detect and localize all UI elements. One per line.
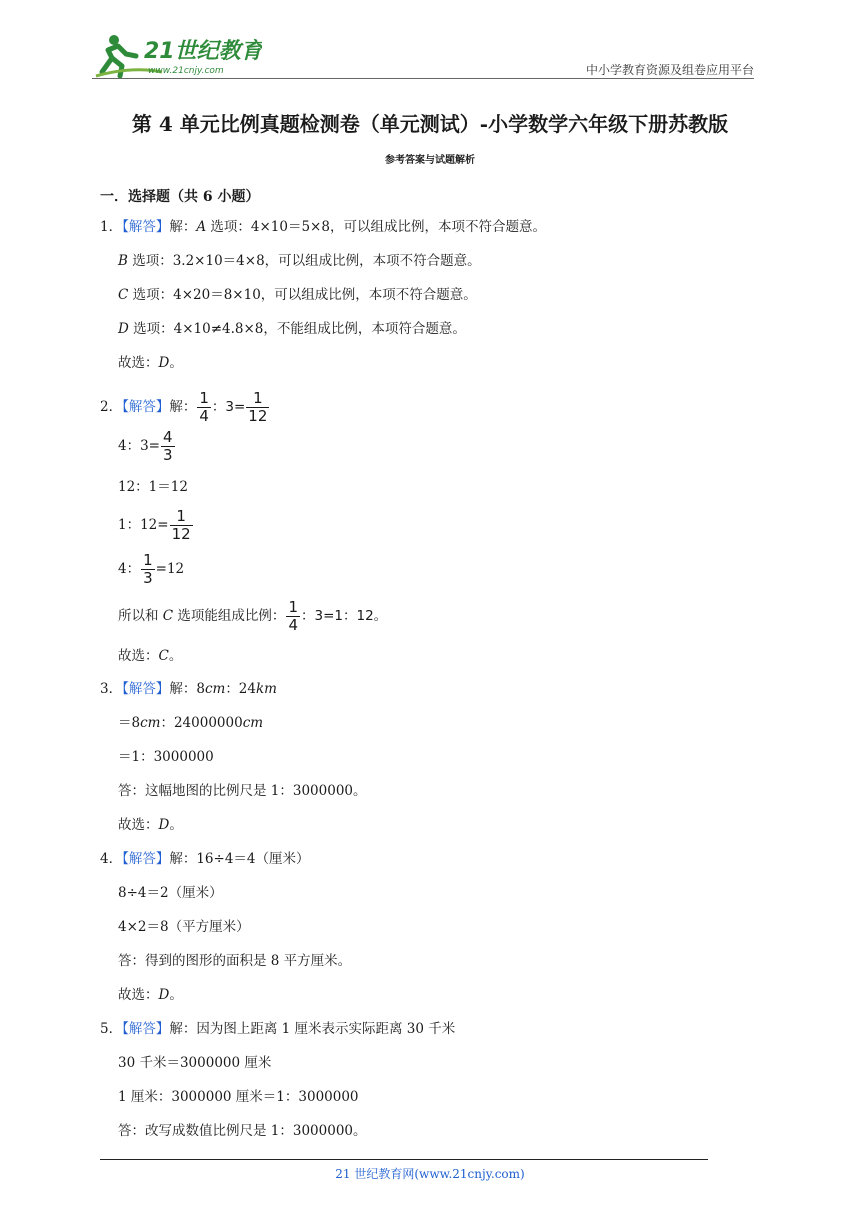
answer-5-line-2: 30 千米＝3000000 厘米 [118,1055,272,1071]
answer-3-line-4: 答：这幅地图的比例尺是 1：3000000。 [118,783,367,799]
answer-2-line-4: 1：12= $\frac{1}{12}$ [118,507,191,543]
answer-5-line-1: 5．【解答】解：因为图上距离 1 厘米表示实际距离 30 千米 [100,1021,456,1037]
answer-2-choice: 故选：C。 [118,648,183,664]
answer-tag: 【解答】 [122,219,170,235]
fraction: $\frac{1}{12}$ [171,507,191,543]
header-divider [92,78,754,79]
footer-divider [100,1159,708,1160]
answer-1-choice: 故选：D。 [118,355,183,371]
logo-text: 21世纪教育 [144,39,262,64]
answer-3-line-1: 3．【解答】解：8cm：24km [100,681,277,697]
answer-5-line-3: 1 厘米：3000000 厘米＝1：3000000 [118,1089,359,1105]
section-heading: 一．选择题（共 6 小题） [100,189,260,205]
answer-2-line-1: 2．【解答】解： $\frac{1}{4}$ ：3= $\frac{1}{12}$ [100,389,268,425]
answer-2-line-3: 12：1＝12 [118,479,188,495]
answer-3-line-3: ＝1：3000000 [118,749,214,765]
platform-name: 中小学教育资源及组卷应用平台 [585,63,754,77]
answer-3-choice: 故选：D。 [118,817,183,833]
answer-1-line-1: 1．【解答】解：A 选项：4×10＝5×8，可以组成比例，本项不符合题意。 [100,219,546,235]
answer-4-line-1: 4．【解答】解：16÷4＝4（厘米） [100,851,310,867]
answer-2-line-6: 所以和 C 选项能组成比例： $\frac{1}{4}$ ：3=1：12。 [118,598,388,634]
answer-4-line-2: 8÷4＝2（厘米） [118,885,223,901]
answer-1-line-2: B 选项：3.2×10＝4×8，可以组成比例，本项不符合题意。 [118,253,481,269]
answer-1-line-4: D 选项：4×10≠4.8×8，不能组成比例，本项符合题意。 [118,321,466,337]
logo-url: www.21cnjy.com [148,66,224,76]
answer-4-choice: 故选：D。 [118,987,183,1003]
answer-4-line-3: 4×2＝8（平方厘米） [118,919,250,935]
answer-2-line-2: 4：3= $\frac{4}{3}$ [118,428,173,464]
answer-4-line-4: 答：得到的图形的面积是 8 平方厘米。 [118,953,352,969]
fraction: $\frac{1}{3}$ [143,551,153,587]
answer-2-line-5: 4： $\frac{1}{3}$ =12 [118,551,185,587]
fraction: $\frac{1}{4}$ [288,598,298,634]
answer-3-line-2: ＝8cm：24000000cm [118,715,264,731]
fraction: $\frac{1}{12}$ [248,389,268,425]
answer-5-line-4: 答：改写成数值比例尺是 1：3000000。 [118,1123,367,1139]
runner-logo-icon [92,32,262,78]
footer-link[interactable]: 21 世纪教育网(www.21cnjy.com) [335,1167,525,1181]
answer-1-line-3: C 选项：4×20＝8×10，可以组成比例，本项不符合题意。 [118,287,477,303]
document-subtitle: 参考答案与试题解析 [385,155,475,166]
fraction: $\frac{4}{3}$ [163,428,173,464]
document-title: 第 4 单元比例真题检测卷（单元测试）-小学数学六年级下册苏教版 [131,112,729,136]
fraction: $\frac{1}{4}$ [199,389,209,425]
site-logo [92,32,262,78]
